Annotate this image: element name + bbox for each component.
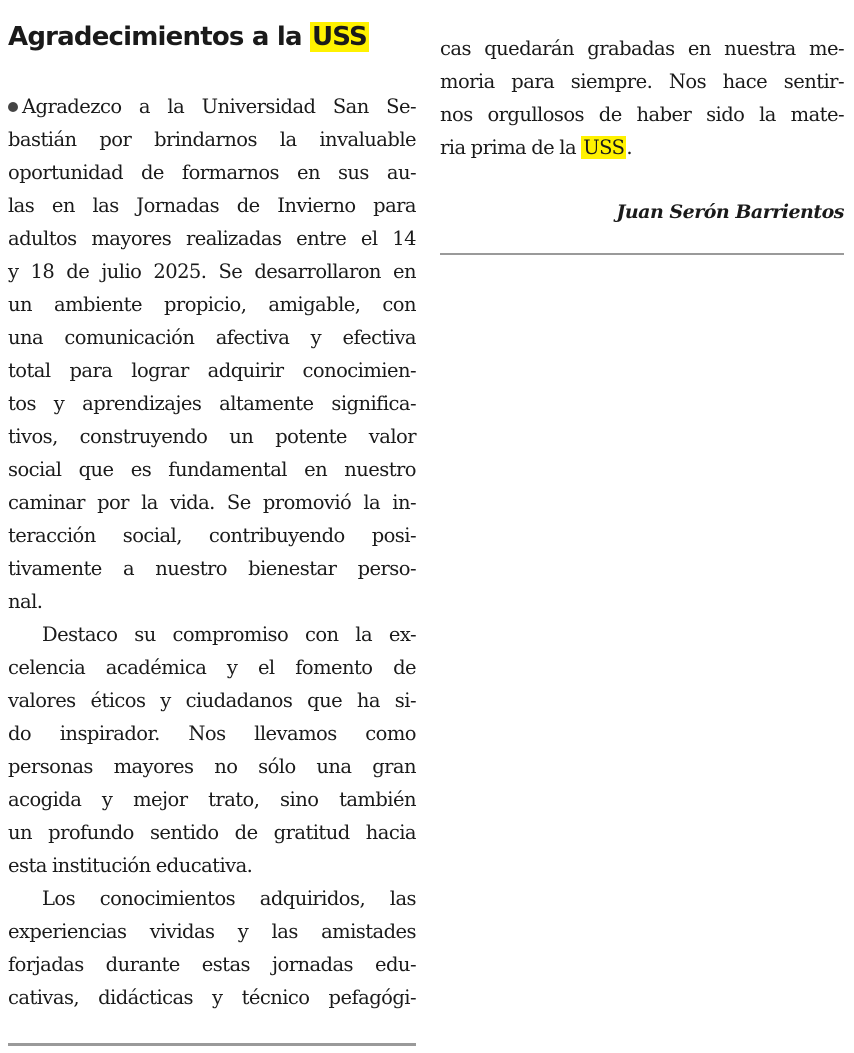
text-line: tos y aprendizajes altamente significa- bbox=[8, 392, 416, 415]
text-line: tivamente a nuestro bienestar perso- bbox=[8, 557, 416, 580]
article-title bbox=[8, 22, 369, 52]
text-line: experiencias vividas y las amistades bbox=[8, 920, 416, 943]
text-line: ria prima de la USS . bbox=[440, 136, 633, 159]
text-line: adultos mayores realizadas entre el 14 bbox=[8, 227, 416, 250]
text-line: bastián por brindarnos la invaluable bbox=[8, 128, 416, 151]
bullet-icon bbox=[8, 102, 18, 112]
text-line: tivos, construyendo un potente valor bbox=[8, 425, 416, 448]
right-body bbox=[440, 32, 844, 164]
text-line: moria para siempre. Nos hace sentir- bbox=[440, 70, 844, 93]
author-signature: Juan Serón Barrientos bbox=[616, 201, 844, 223]
left-body bbox=[8, 90, 416, 1014]
text-line: total para lograr adquirir conocimien- bbox=[8, 359, 416, 382]
text-line: caminar por la vida. Se promovió la in- bbox=[8, 491, 416, 514]
text-line: acogida y mejor trato, sino también bbox=[8, 788, 416, 811]
text-line: esta institución educativa. bbox=[8, 854, 253, 877]
text-line: las en las Jornadas de Invierno para bbox=[8, 194, 416, 217]
text-line: personas mayores no sólo una gran bbox=[8, 755, 416, 778]
text-line: un ambiente propicio, amigable, con bbox=[8, 293, 416, 316]
text-line: y 18 de julio 2025. Se desarrollaron en bbox=[8, 260, 416, 283]
text-line: forjadas durante estas jornadas edu- bbox=[8, 953, 416, 976]
text-line: nos orgullosos de haber sido la mate- bbox=[440, 103, 844, 126]
uss-highlight: USS bbox=[583, 136, 625, 159]
text-line: Agradezco a la Universidad San Se- bbox=[8, 90, 416, 123]
text-line: Los conocimientos adquiridos, las bbox=[42, 887, 416, 910]
title-highlight: USS bbox=[311, 22, 367, 52]
text-line: celencia académica y el fomento de bbox=[8, 656, 416, 679]
text-line: do inspirador. Nos llevamos como bbox=[8, 722, 416, 745]
text-line: oportunidad de formarnos en sus au- bbox=[8, 161, 416, 184]
bottom-divider bbox=[8, 1043, 416, 1046]
text-line: valores éticos y ciudadanos que ha si- bbox=[8, 689, 416, 712]
column-end-divider bbox=[440, 253, 844, 255]
text-line: un profundo sentido de gratitud hacia bbox=[8, 821, 416, 844]
text-line: una comunicación afectiva y efectiva bbox=[8, 326, 416, 349]
text-line: teracción social, contribuyendo posi- bbox=[8, 524, 416, 547]
text-line: cas quedarán grabadas en nuestra me- bbox=[440, 37, 844, 60]
text-line: nal. bbox=[8, 590, 43, 613]
text-line: cativas, didácticas y técnico pefagógi- bbox=[8, 986, 416, 1009]
title-text: Agradecimientos a la bbox=[8, 22, 310, 52]
text-line: Destaco su compromiso con la ex- bbox=[42, 623, 416, 646]
text-line: social que es fundamental en nuestro bbox=[8, 458, 416, 481]
